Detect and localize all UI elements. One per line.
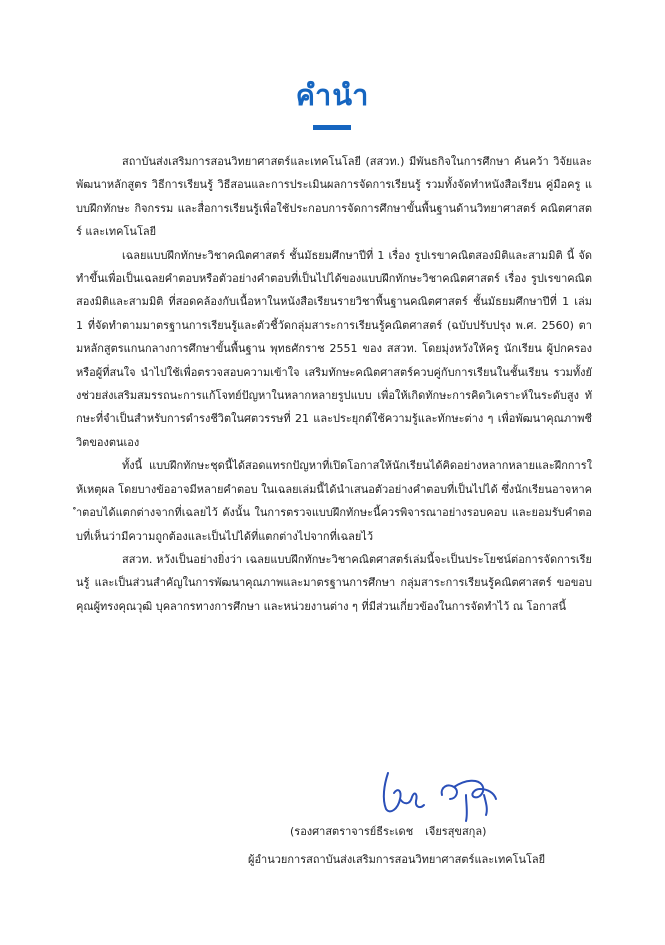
page-title: คำนำ (295, 78, 370, 112)
signer-name (290, 822, 590, 840)
paragraph-1: สถาบันส่งเสริมการสอนวิทยาศาสตร์และเทคโนโลยี (สสวท.) มีพันธกิจในการศึกษา ค้นคว้า วิจัยและพัฒนาหลักสูตร วิธีการเรียนรู้ วิธีสอนและการประเมินผลการจัดการเรียนรู้ รวมทั้งจัดทำหนังสือเรียน คู่มือครู แบบฝึกทักษะ กิจกรรม และสื่อการเรียนรู้เพื่อใช้ประกอบการจัดการศึกษาขั้นพื้นฐานด้านวิทยาศาสตร์ คณิตศาสตร์ และเทคโนโลยี (76, 155, 592, 239)
paragraph-2: เฉลยแบบฝึกทักษะวิชาคณิตศาสตร์ ชั้นมัธยมศึกษาปีที่ 1 เรื่อง รูปเรขาคณิตสองมิติและสามมิติ นี้ จัดทำขึ้นเพื่อเป็นเฉลยคำตอบหรือตัวอย่างคำตอบที่เป็นไปได้ของแบบฝึกทักษะวิชาคณิตศาสตร์ เรื่อง รูปเรขาคณิตสองมิติและสามมิติ ที่สอดคล้องกับเนื้อหาในหนังสือเรียนรายวิชาพื้นฐานคณิตศาสตร์ ชั้นมัธยมศึกษาปีที่ 1 เล่ม 1 ที่จัดทำตามมาตรฐานการเรียนรู้และตัวชี้วัดกลุ่มสาระการเรียนรู้คณิตศาสตร์ (ฉบับปรับปรุง พ.ศ. 2560) ตามหลักสูตรแกนกลางการศึกษาขั้นพื้นฐาน พุทธศักราช 2551 ของ สสวท. โดยมุ่งหวังให้ครู นักเรียน ผู้ปกครอง หรือผู้ที่สนใจ นำไปใช้เพื่อตรวจสอบความเข้าใจ เสริมทักษะคณิตศาสตร์ควบคู่กับการเรียนในชั้นเรียน รวมทั้งยังช่วยส่งเสริมสมรรถนะการแก้โจทย์ปัญหาในหลากหลายรูปแบบ เพื่อให้เกิดทักษะการคิดวิเคราะห์ในระดับสูง ทักษะที่จำเป็นสำหรับการดำรงชีวิตในศตวรรษที่ 21 และประยุกต์ใช้ความรู้และทักษะต่าง ๆ เพื่อพัฒนาคุณภาพชีวิตของตนเอง (76, 248, 592, 449)
preface-body (76, 150, 592, 618)
paragraph-3: ทั้งนี้ แบบฝึกทักษะชุดนี้ได้สอดแทรกปัญหาที่เปิดโอกาสให้นักเรียนได้คิดอย่างหลากหลายและฝึกการให้เหตุผล โดยบางข้ออาจมีหลายคำตอบ ในเฉลยเล่มนี้ได้นำเสนอตัวอย่างคำตอบที่เป็นไปได้ ซึ่งนักเรียนอาจหาคำตอบได้แตกต่างจากที่เฉลยไว้ ดังนั้น ในการตรวจแบบฝึกทักษะนี้ควรพิจารณาอย่างรอบคอบ และยอมรับคำตอบที่เห็นว่ามีความถูกต้องและเป็นไปได้ที่แตกต่างไปจากที่เฉลยไว้ (76, 459, 592, 543)
signer-name-first: (รองศาสตราจารย์ธีระเดช (290, 825, 414, 838)
title-underline (313, 125, 351, 130)
signer-name-last: เจียรสุขสกุล) (425, 825, 487, 838)
handwritten-signature (370, 765, 520, 825)
signer-position: ผู้อำนวยการสถาบันส่งเสริมการสอนวิทยาศาสตร์และเทคโนโลยี (248, 853, 546, 866)
paragraph-4: สสวท. หวังเป็นอย่างยิ่งว่า เฉลยแบบฝึกทักษะวิชาคณิตศาสตร์เล่มนี้จะเป็นประโยชน์ต่อการจัดการเรียนรู้ และเป็นส่วนสำคัญในการพัฒนาคุณภาพและมาตรฐานการศึกษา กลุ่มสาระการเรียนรู้คณิตศาสตร์ ขอขอบคุณผู้ทรงคุณวุฒิ บุคลากรทางการศึกษา และหน่วยงานต่าง ๆ ที่มีส่วนเกี่ยวข้องในการจัดทำไว้ ณ โอกาสนี้ (76, 552, 592, 613)
